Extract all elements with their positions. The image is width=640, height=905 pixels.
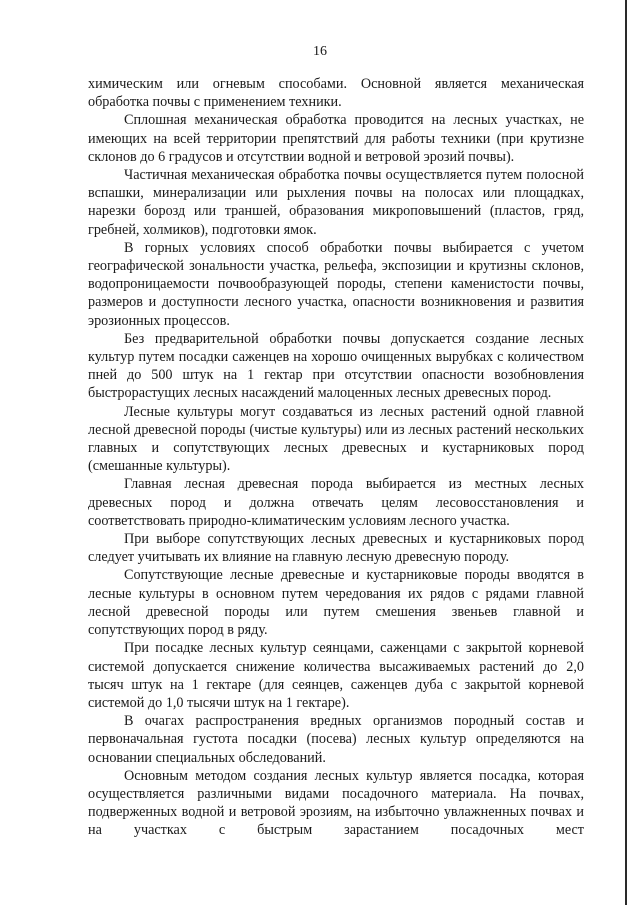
paragraph-7: Главная лесная древесная порода выбирается из местных лесных древесных пород и должна отвечать целям лесовосстановления и соответствовать природно-климатическим условиям лесного участка. <box>88 476 584 529</box>
paragraph-5: Без предварительной обработки почвы допускается создание лесных культур путем посадки саженцев на хорошо очищенных вырубках с количеством пней до 500 штук на 1 гектар при отсутствии опасности возобновления быстрорастущих лесных насаждений малоценных лесных древесных пород. <box>88 330 584 402</box>
paragraph-12: Основным методом создания лесных культур является посадка, которая осуществляется различными видами посадочного материала. На почвах, подверженных водной и ветровой эрозиям, на избыточно увлажненных почвах и на участках с быстрым зарастанием посадочных мест <box>88 767 584 839</box>
paragraph-9: Сопутствующие лесные древесные и кустарниковые породы вводятся в лесные культуры в основном путем чередования их рядов с рядами главной лесной древесной породы или путем смешения звеньев главной и сопутствующих пород в ряду. <box>88 567 584 639</box>
document-body <box>88 75 584 840</box>
paragraph-11: В очагах распространения вредных организмов породный состав и первоначальная густота посадки (посева) лесных культур определяются на основании специальных обследований. <box>88 713 584 766</box>
scan-margin-line <box>625 0 627 905</box>
paragraph-1: химическим или огневым способами. Основной является механическая обработка почвы с применением техники. <box>88 76 584 111</box>
page-number: 16 <box>313 44 327 59</box>
paragraph-2: Сплошная механическая обработка проводится на лесных участках, не имеющих на всей территории препятствий для работы техники (при крутизне склонов до 6 градусов и отсутствии водной и ветровой эрозий почвы). <box>88 112 584 165</box>
paragraph-6: Лесные культуры могут создаваться из лесных растений одной главной лесной древесной породы (чистые культуры) или из лесных растений нескольких главных и сопутствующих лесных древесных и кустарниковых пород (смешанные культуры). <box>88 403 584 475</box>
paragraph-10: При посадке лесных культур сеянцами, саженцами с закрытой корневой системой допускается снижение количества высаживаемых растений до 2,0 тысяч штук на 1 гектаре (для сеянцев, саженцев дуба с закрытой корневой системой до 1,0 тысячи штук на 1 гектаре). <box>88 640 584 711</box>
paragraph-3: Частичная механическая обработка почвы осуществляется путем полосной вспашки, минерализации или рыхления почвы на полосах или площадках, нарезки борозд или траншей, образования микроповышений (пластов, гряд, гребней, холмиков), подготовки ямок. <box>88 167 584 238</box>
paragraph-8: При выборе сопутствующих лесных древесных и кустарниковых пород следует учитывать их влияние на главную лесную древесную породу. <box>88 531 584 566</box>
paragraph-4: В горных условиях способ обработки почвы выбирается с учетом географической зональности участка, рельефа, экспозиции и крутизны склонов, водопроницаемости почвообразующей породы, степени каменистости почвы, размеров и доступности лесного участка, опасности возникновения и развития эрозионных процессов. <box>88 239 584 329</box>
